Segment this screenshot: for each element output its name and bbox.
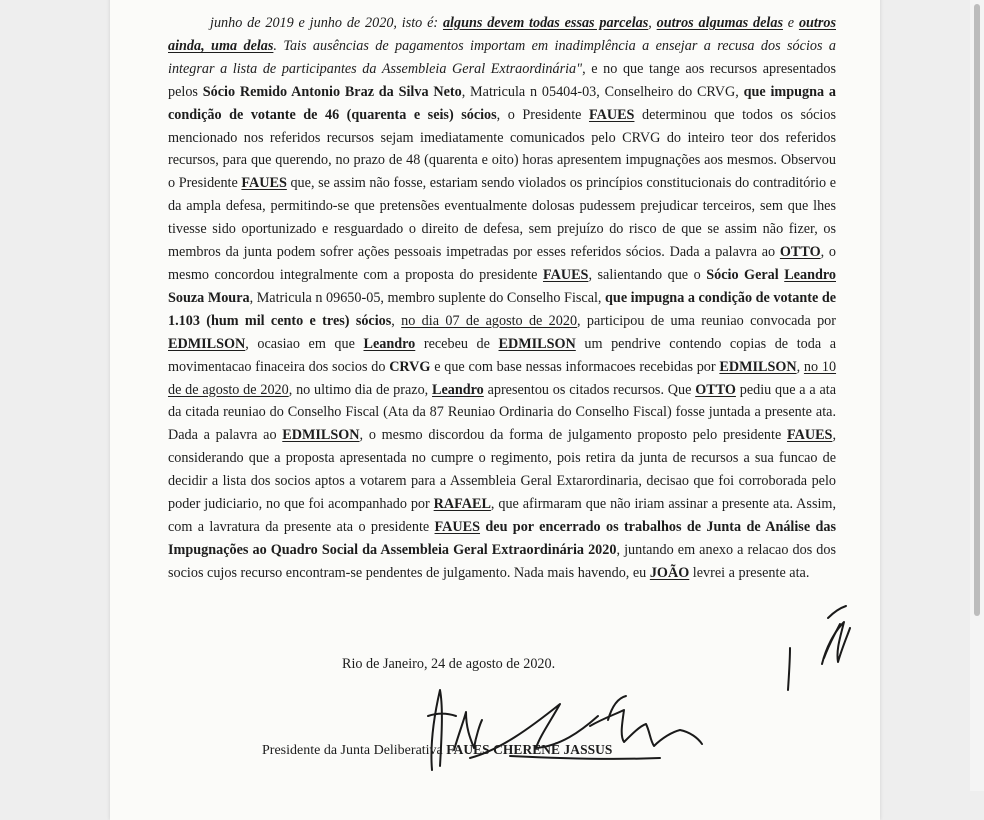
text-segment: , salientando que o — [588, 266, 707, 283]
text-segment: , participou de uma reuniao convocada por — [577, 312, 837, 329]
text-segment: , juntando em anexo a relacao dos dos socios cujos recurso encontram-se pendentes de julgamento. Nada mais havendo, eu — [168, 541, 836, 581]
text-segment: FAUES — [241, 175, 287, 192]
text-segment: , que afirmaram que não iriam assinar a presente ata. Assim, com a lavratura da presente ata o presidente — [168, 496, 836, 535]
margin-initials-image — [778, 598, 858, 698]
text-segment: EDMILSON — [282, 427, 360, 444]
text-segment: FAUES — [542, 266, 589, 283]
text-segment: levrei a presente ata. — [689, 564, 810, 581]
text-segment: junho de 2019 e junho de 2020, isto é: — [210, 15, 443, 31]
text-segment: deu por encerrado os trabalhos de Junta de Análise das Impugnações ao Quadro Social da Assembleia Geral Extraordinária 2020 — [168, 518, 836, 558]
text-segment: EDMILSON — [168, 335, 246, 352]
scrollbar-track[interactable] — [970, 0, 984, 791]
text-segment: pediu que a a ata da citada reuniao do Conselho Fiscal (Ata da 87 Reuniao Ordinaria do Conselho Fiscal) fosse juntada a presente ata. Dada a palavra ao — [168, 381, 837, 444]
text-segment: Sócio Remido Antonio Braz da Silva Neto — [202, 83, 462, 100]
text-segment: recebeu de — [415, 335, 499, 352]
text-segment: , o Presidente — [496, 106, 589, 123]
text-segment: OTTO — [695, 381, 736, 398]
scrollbar-thumb[interactable] — [974, 4, 980, 616]
text-segment: , — [391, 312, 402, 329]
text-segment: e — [782, 15, 799, 31]
text-segment: um pendrive contendo copias de toda a movimentacao finaceira dos socios do — [168, 335, 836, 375]
text-segment: , no ultimo dia de prazo, — [288, 381, 432, 398]
text-segment: CRVG — [389, 358, 431, 375]
text-segment: RAFAEL — [433, 496, 491, 513]
text-segment: JOÃO — [649, 564, 690, 581]
text-segment: , Matricula n 09650-05, membro suplente do Conselho Fiscal, — [249, 289, 606, 306]
text-segment: no dia 07 de agosto de 2020 — [401, 312, 578, 329]
text-segment: FAUES — [786, 427, 833, 444]
text-segment: apresentou os citados recursos. Que — [483, 381, 696, 398]
text-segment: , o mesmo concordou integralmente com a proposta do presidente — [168, 244, 836, 283]
text-segment: Sócio Geral — [706, 266, 785, 283]
president-label: Presidente da Junta Deliberativa — [262, 743, 447, 758]
text-segment: que, se assim não fosse, estariam sendo violados os princípios constitucionais do contraditório e da ampla defesa, permitindo-se que pretensões eventualmente dolosas pudessem prejudicar terceiros, sem que lhes tivesse sido oportunizado e resguardado o direito de defesa, sem prejuízo do risco de que se assim não fizer, os membros da junta podem sofrer ações pessoais impetradas por esses referidos sócios. Dada a palavra ao — [168, 175, 836, 261]
text-segment: que impugna a condição de votante de 46 (quarenta e seis) sócios — [168, 83, 836, 123]
text-segment: determinou que todos os sócios mencionado nos referidos recursos sejam imediatamente comunicados pelo CRVG do inteiro teor dos referidos recursos, para que querendo, no prazo de 48 (quarenta e oito) horas apresentem impugnações aos mesmos. Observou o Presidente — [168, 106, 836, 192]
text-segment: FAUES — [588, 106, 635, 123]
text-segment: , e no que tange aos recursos apresentados pelos — [168, 60, 837, 100]
text-segment: , ocasiao em que — [245, 335, 364, 352]
text-segment: , considerando que a proposta apresentada no cumpre o regimento, pois retira da junta de recursos a sua funcao de decidir a lista dos socios aptos a votarem para a Assembleia Geral Extarordinaria, decisao que foi corroborada pelo poder judiciario, no que foi acompanhado por — [168, 427, 836, 513]
text-segment: EDMILSON — [719, 358, 797, 375]
text-segment: e que com base nessas informacoes recebidas por — [430, 358, 720, 375]
text-segment: Leandro — [784, 266, 836, 283]
text-segment: , Matricula n 05404-03, Conselheiro do CRVG, — [461, 83, 744, 100]
signature-image — [410, 676, 710, 776]
text-segment: EDMILSON — [498, 335, 576, 352]
text-segment: alguns devem todas essas parcelas — [442, 15, 649, 31]
text-segment: Leandro — [363, 335, 416, 352]
text-segment: , o mesmo discordou da forma de julgamento proposto pelo presidente — [359, 427, 787, 444]
text-segment: Souza Moura — [168, 289, 250, 306]
text-segment: FAUES — [434, 518, 481, 535]
text-segment: no 10 de de agosto de 2020 — [168, 358, 837, 398]
text-segment: , — [796, 358, 804, 375]
date-line: Rio de Janeiro, 24 de agosto de 2020. — [342, 656, 556, 672]
document-body — [168, 12, 836, 585]
text-segment: Leandro — [432, 381, 484, 398]
text-segment: OTTO — [779, 244, 821, 261]
text-segment: , — [648, 15, 657, 31]
body-paragraph — [168, 12, 836, 585]
text-segment: outros algumas delas — [656, 15, 783, 31]
president-name: FAUES CHERENÉ JASSUS — [446, 742, 613, 757]
president-signature-line — [262, 742, 612, 759]
text-segment: que impugna a condição de votante de 1.103 (hum mil cento e tres) sócios — [168, 289, 837, 329]
text-segment: outros ainda, uma delas — [168, 15, 836, 54]
text-segment: . Tais ausências de pagamentos importam em inadimplência a ensejar a recusa dos sócios a integrar a lista de participantes da Assembleia Geral Extraordinária" — [168, 37, 836, 77]
